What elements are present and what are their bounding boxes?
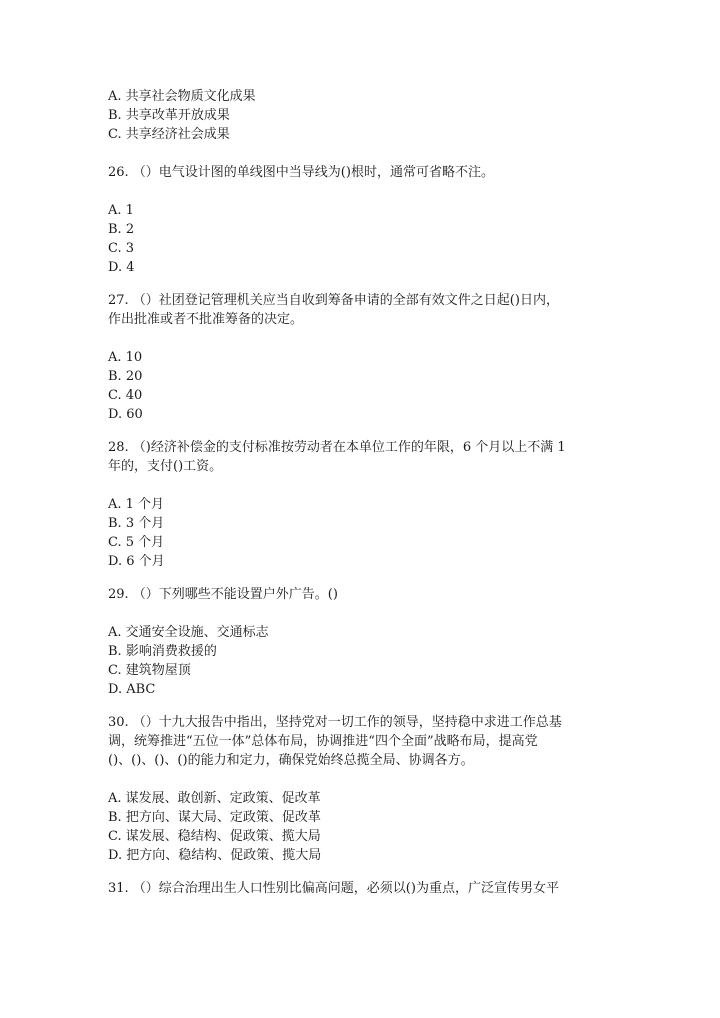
option-line: C. 40 [108,388,143,403]
question-line: 26. （）电气设计图的单线图中当导线为()根时，通常可省略不注。 [108,165,494,180]
option-line: D. ABC [108,682,156,697]
question-line: 29. （）下列哪些不能设置户外广告。() [108,587,338,602]
question-text [108,879,616,898]
question-26 [108,163,616,277]
option-line: A. 1 个月 [108,497,165,512]
option-line: D. 60 [108,407,143,422]
option-line: B. 20 [108,369,143,384]
option-line: C. 3 [108,241,135,256]
option-line: C. 5 个月 [108,535,165,550]
question-text [108,438,616,476]
question-options [108,623,616,699]
question-line: 31. （）综合治理出生人口性别比偏高问题，必须以()为重点，广泛宣传男女平 [108,881,559,896]
option-line: D. 把方向、稳结构、促政策、揽大局 [108,848,322,863]
question-line: 28. （)经济补偿金的支付标准按劳动者在本单位工作的年限，6 个月以上不满 1 [108,440,566,455]
question-text [108,585,616,604]
question-line: 30. （）十九大报告中指出，坚持党对一切工作的领导，坚持稳中求进工作总基 [108,715,562,730]
option-line: A. 谋发展、敢创新、定政策、促改革 [108,791,321,806]
option-line: D. 4 [108,260,135,275]
option-line: B. 把方向、谋大局、定政策、促改革 [108,810,321,825]
question-31 [108,879,616,898]
question-27 [108,291,616,424]
question-options [108,348,616,424]
question-options [108,789,616,865]
question-line: 作出批准或者不批准筹备的决定。 [108,312,304,327]
question-29 [108,585,616,699]
question-line: ()、()、()、()的能力和定力，确保党始终总揽全局、协调各方。 [108,753,474,768]
question-text [108,163,616,182]
option-line: C. 共享经济社会成果 [108,127,230,142]
option-line: C. 建筑物屋顶 [108,663,191,678]
question-line: 27. （）社团登记管理机关应当自收到筹备申请的全部有效文件之日起()日内， [108,293,559,308]
question-options [108,495,616,571]
question-options [108,201,616,277]
question-line: 年的，支付()工资。 [108,459,223,474]
question-30 [108,713,616,865]
question-28 [108,438,616,571]
option-line: C. 谋发展、稳结构、促政策、揽大局 [108,829,321,844]
option-line: B. 3 个月 [108,516,165,531]
document-page [108,87,616,898]
option-line: A. 10 [108,350,143,365]
option-line: D. 6 个月 [108,554,165,569]
option-line: A. 交通安全设施、交通标志 [108,625,269,640]
option-line: B. 影响消费救援的 [108,644,217,659]
question-text [108,713,616,770]
option-line: B. 共享改革开放成果 [108,108,230,123]
option-line: B. 2 [108,222,135,237]
leading-options [108,87,616,144]
option-line: A. 共享社会物质文化成果 [108,89,256,104]
question-text [108,291,616,329]
option-line: A. 1 [108,203,134,218]
question-line: 调，统筹推进“五位一体”总体布局，协调推进“四个全面”战略布局，提高党 [108,734,538,749]
